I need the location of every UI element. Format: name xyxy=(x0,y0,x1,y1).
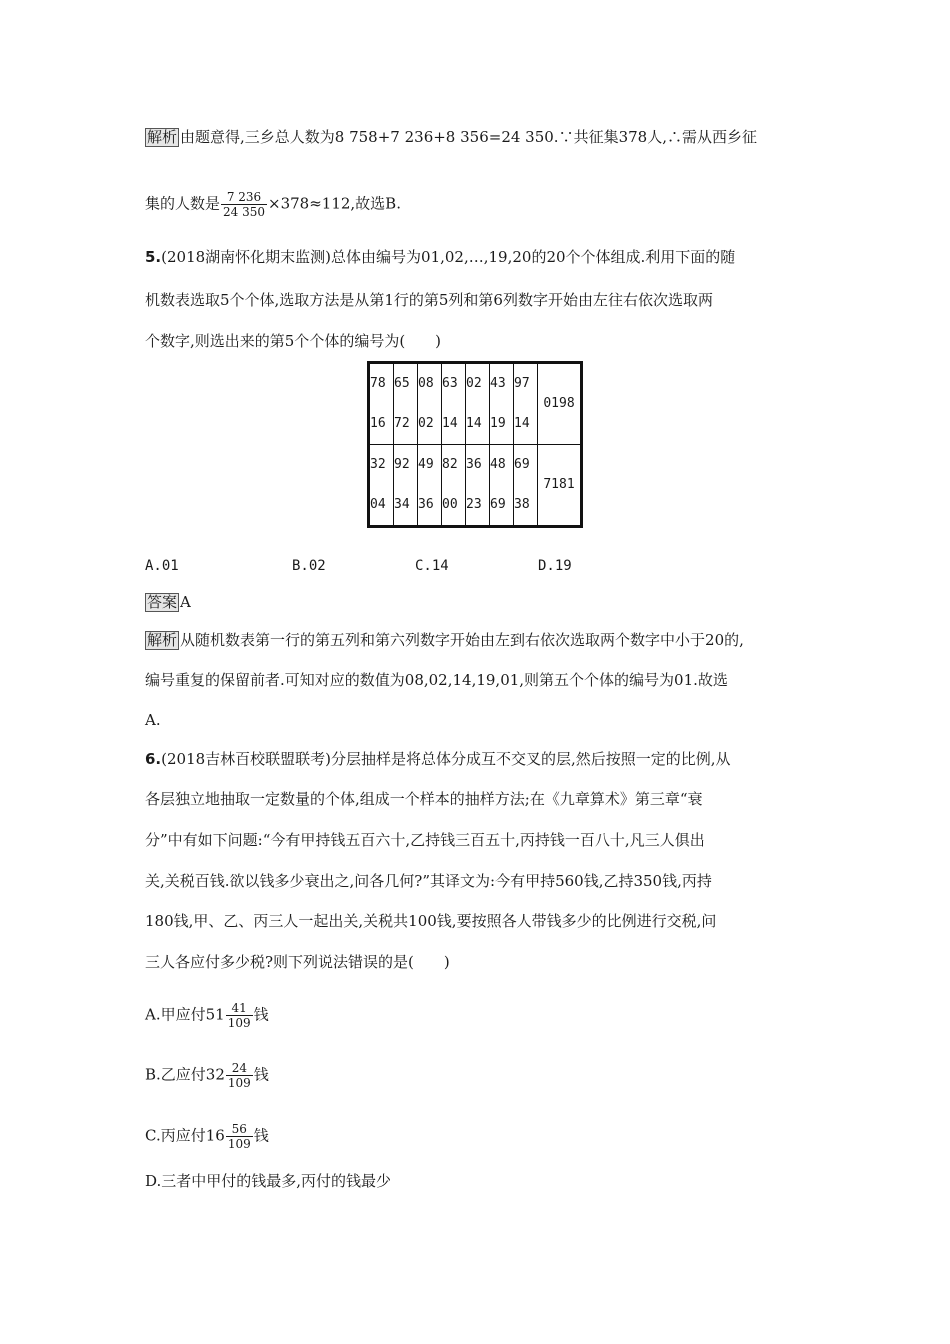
q5-line-3: 个数字,则选出来的第5个个体的编号为( ) xyxy=(145,332,442,350)
q6-option-d: D.三者中甲付的钱最多,丙付的钱最少 xyxy=(145,1172,392,1190)
q6-line-2: 各层独立地抽取一定数量的个体,组成一个样本的抽样方法;在《九章算术》第三章“衰 xyxy=(145,790,703,808)
fraction-denominator: 24 350 xyxy=(223,205,266,219)
fraction-numerator: 56 xyxy=(226,1122,253,1137)
q5-line-2: 机数表选取5个个体,选取方法是从第1行的第5列和第6列数字开始由左往右依次选取两 xyxy=(145,291,713,309)
q5-solution-text-1: 从随机数表第一行的第五列和第六列数字开始由左到右依次选取两个数字中小于20的, xyxy=(180,631,744,649)
q6-number: 6. xyxy=(145,750,162,768)
solution-tag: 解析 xyxy=(147,631,178,649)
fraction xyxy=(226,1001,253,1030)
q6-line-6: 三人各应付多少税?则下列说法错误的是( ) xyxy=(145,953,450,971)
q5-answer xyxy=(145,591,191,613)
table-cell: 4319 xyxy=(490,363,514,445)
table-cell: 6572 xyxy=(394,363,418,445)
q6-option-b-suffix: 钱 xyxy=(253,1065,269,1084)
q5-number: 5. xyxy=(145,248,162,266)
fraction-numerator: 41 xyxy=(226,1001,253,1016)
q5-solution-line-1 xyxy=(145,629,744,651)
q6-option-b xyxy=(145,1061,269,1090)
table-cell: 3623 xyxy=(466,445,490,527)
q5-line-1 xyxy=(145,246,735,268)
table-cell: 7181 xyxy=(538,445,582,527)
q6-option-a-suffix: 钱 xyxy=(253,1005,269,1024)
q5-option-b: B.02 xyxy=(292,558,326,574)
fraction xyxy=(226,1122,253,1151)
table-cell: 9714 xyxy=(514,363,538,445)
fraction-denominator: 109 xyxy=(227,1076,251,1090)
table-cell: 6314 xyxy=(442,363,466,445)
q5-option-a: A.01 xyxy=(145,558,179,574)
fraction-denominator: 109 xyxy=(227,1137,251,1151)
table-cell: 0198 xyxy=(538,363,582,445)
random-number-table xyxy=(367,361,583,528)
prev-solution-text-2b: ×378≈112,故选B. xyxy=(268,194,401,213)
prev-solution-text-1: 由题意得,三乡总人数为8 758+7 236+8 356=24 350.∵共征集378人,∴需从西乡征 xyxy=(180,128,757,146)
q6-line-4: 关,关税百钱.欲以钱多少衰出之,问各几何?”其译文为:今有甲持560钱,乙持350钱,丙持 xyxy=(145,872,712,890)
table-cell: 8200 xyxy=(442,445,466,527)
answer-tag: 答案 xyxy=(147,593,178,611)
fraction-numerator: 7 236 xyxy=(221,190,267,205)
q6-line-5: 180钱,甲、乙、丙三人一起出关,关税共100钱,要按照各人带钱多少的比例进行交税,问 xyxy=(145,912,717,930)
table-cell: 4936 xyxy=(418,445,442,527)
q5-text-1: (2018湖南怀化期末监测)总体由编号为01,02,…,19,20的20个个体组成.利用下面的随 xyxy=(161,248,736,266)
q6-line-1 xyxy=(145,748,731,770)
prev-solution-text-2a: 集的人数是 xyxy=(145,194,221,213)
q6-option-a xyxy=(145,1001,269,1030)
fraction xyxy=(226,1061,253,1090)
prev-solution-line-1 xyxy=(145,126,757,148)
table-cell: 3204 xyxy=(369,445,394,527)
table-cell: 9234 xyxy=(394,445,418,527)
q6-option-c-prefix: C.丙应付16 xyxy=(145,1126,225,1145)
q6-option-c xyxy=(145,1122,269,1151)
table-cell: 6938 xyxy=(514,445,538,527)
fraction-numerator: 24 xyxy=(226,1061,253,1076)
q6-line-3: 分”中有如下问题:“今有甲持钱五百六十,乙持钱三百五十,丙持钱一百八十,凡三人俱出 xyxy=(145,831,705,849)
table-cell: 0802 xyxy=(418,363,442,445)
q5-option-c: C.14 xyxy=(415,558,449,574)
table-cell: 4869 xyxy=(490,445,514,527)
q5-option-d: D.19 xyxy=(538,558,572,574)
prev-solution-line-2 xyxy=(145,190,401,219)
q5-answer-value: A xyxy=(180,593,191,611)
table-cell: 7816 xyxy=(369,363,394,445)
q6-option-b-prefix: B.乙应付32 xyxy=(145,1065,225,1084)
table-cell: 0214 xyxy=(466,363,490,445)
q5-solution-line-2: 编号重复的保留前者.可知对应的数值为08,02,14,19,01,则第五个个体的编号为01.故选 xyxy=(145,671,728,689)
solution-tag: 解析 xyxy=(147,128,178,146)
table-row xyxy=(369,363,582,445)
fraction-denominator: 109 xyxy=(227,1016,251,1030)
q5-solution-line-3: A. xyxy=(145,711,161,729)
fraction xyxy=(221,190,267,219)
table-row xyxy=(369,445,582,527)
q6-option-c-suffix: 钱 xyxy=(253,1126,269,1145)
q6-option-a-prefix: A.甲应付51 xyxy=(145,1005,225,1024)
q6-text-1: (2018吉林百校联盟联考)分层抽样是将总体分成互不交叉的层,然后按照一定的比例,从 xyxy=(161,750,731,768)
